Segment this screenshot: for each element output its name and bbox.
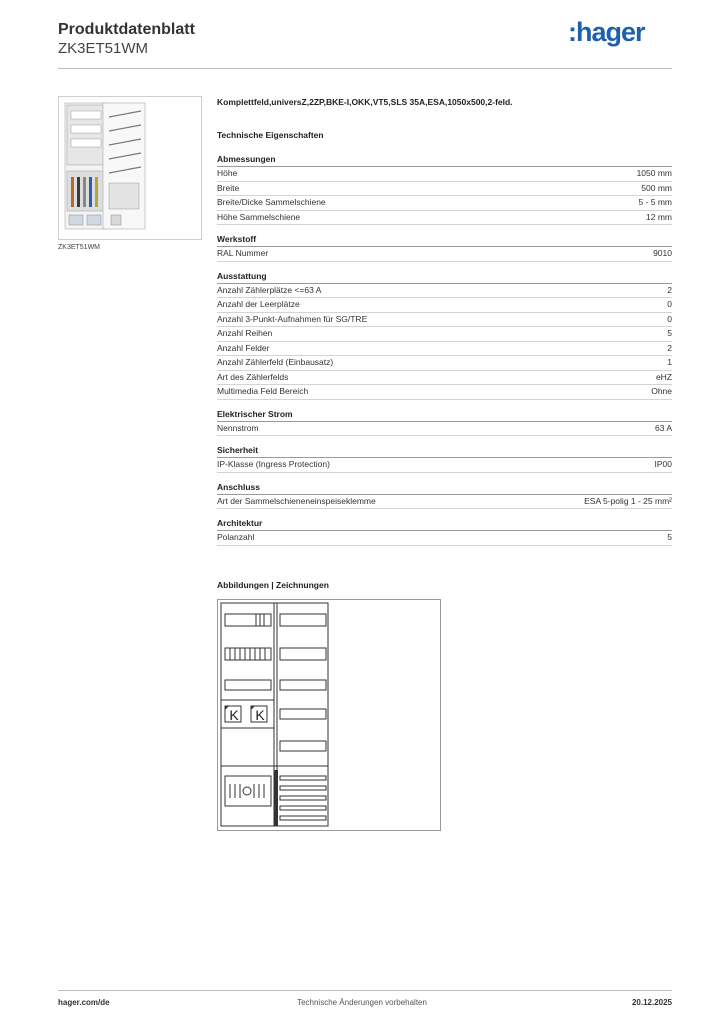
spec-row — [217, 167, 672, 182]
spec-row — [217, 422, 672, 437]
spec-label: Anzahl Zählerfeld (Einbausatz) — [217, 357, 334, 367]
spec-value: 500 mm — [641, 182, 672, 193]
spec-row — [217, 211, 672, 226]
section-title: Architektur — [217, 518, 672, 531]
spec-row — [217, 298, 672, 313]
spec-label: Anzahl der Leerplätze — [217, 299, 300, 309]
spec-value: 5 — [667, 532, 672, 542]
section-title: Abmessungen — [217, 154, 672, 167]
header-divider — [58, 68, 672, 69]
logo-text: hager — [576, 17, 645, 47]
spec-label: Breite — [217, 182, 240, 193]
spec-label: Höhe Sammelschiene — [217, 211, 301, 222]
spec-value: 12 mm — [646, 211, 672, 222]
section-title: Ausstattung — [217, 271, 672, 284]
technical-drawing — [217, 599, 441, 831]
spec-value: 5 — [667, 328, 672, 338]
spec-row — [217, 458, 672, 473]
spec-value: 2 — [667, 342, 672, 353]
spec-value: 1 — [667, 357, 672, 367]
spec-label: Art des Zählerfelds — [217, 371, 289, 382]
spec-row — [217, 327, 672, 342]
hager-logo: :hager — [568, 17, 645, 47]
spec-label: Höhe — [217, 168, 238, 178]
spec-value: 5 - 5 mm — [638, 197, 672, 207]
spec-label: Multimedia Feld Bereich — [217, 386, 309, 396]
spec-label: Anzahl Zählerplätze <=63 A — [217, 284, 322, 295]
spec-row — [217, 495, 672, 510]
spec-label: Anzahl 3-Punkt-Aufnahmen für SG/TRE — [217, 313, 368, 324]
spec-label: Polanzahl — [217, 532, 255, 542]
section-title: Anschluss — [217, 482, 672, 495]
spec-value: 0 — [667, 299, 672, 309]
meter-k-label-2: K — [255, 707, 265, 723]
spec-label: Anzahl Felder — [217, 342, 270, 353]
product-description: Komplettfeld,universZ,2ZP,BKE-I,OKK,VT5,SLS 35A,ESA,1050x500,2-feld. — [217, 97, 513, 107]
spec-row — [217, 531, 672, 546]
spec-value: IP00 — [654, 459, 672, 469]
product-photo-icon — [59, 97, 201, 239]
spec-value: eHZ — [655, 371, 672, 382]
product-image-caption: ZK3ET51WM — [58, 244, 101, 251]
spec-sections — [217, 154, 672, 546]
spec-label: Art der Sammelschieneneinspeiseklemme — [217, 495, 376, 506]
specs-table — [217, 130, 672, 546]
spec-value: 1050 mm — [636, 168, 672, 178]
spec-row — [217, 371, 672, 386]
footer-note: Technische Änderungen vorbehalten — [297, 998, 427, 1007]
spec-value: 0 — [667, 313, 672, 324]
spec-label: Nennstrom — [217, 422, 259, 433]
section-title: Sicherheit — [217, 445, 672, 458]
section-title: Werkstoff — [217, 234, 672, 247]
spec-label: Breite/Dicke Sammelschiene — [217, 197, 326, 207]
product-image — [58, 96, 202, 240]
drawings-title: Abbildungen | Zeichnungen — [217, 580, 329, 590]
spec-value: 63 A — [654, 422, 672, 433]
spec-row — [217, 284, 672, 299]
spec-label: IP-Klasse (Ingress Protection) — [217, 459, 330, 469]
spec-row — [217, 182, 672, 197]
article-number: ZK3ET51WM — [58, 40, 149, 57]
spec-row — [217, 385, 672, 400]
spec-label: RAL Nummer — [217, 248, 269, 258]
spec-row — [217, 356, 672, 371]
spec-row — [217, 196, 672, 211]
spec-label: Anzahl Reihen — [217, 328, 273, 338]
footer-date: 20.12.2025 — [631, 998, 672, 1007]
footer-website-link[interactable]: hager.com/de — [58, 998, 110, 1007]
spec-value: 2 — [667, 284, 672, 295]
meter-k-label-1: K — [229, 707, 239, 723]
spec-value: 9010 — [653, 248, 672, 258]
spec-row — [217, 247, 672, 262]
spec-value: ESA 5-polig 1 - 25 mm² — [584, 495, 672, 506]
panel-schematic-icon — [218, 600, 440, 830]
spec-value: Ohne — [651, 386, 672, 396]
footer-divider — [58, 990, 672, 991]
section-title: Elektrischer Strom — [217, 409, 672, 422]
spec-row — [217, 342, 672, 357]
page-title: Produktdatenblatt — [58, 21, 195, 38]
spec-row — [217, 313, 672, 328]
specs-title: Technische Eigenschaften — [217, 130, 324, 140]
